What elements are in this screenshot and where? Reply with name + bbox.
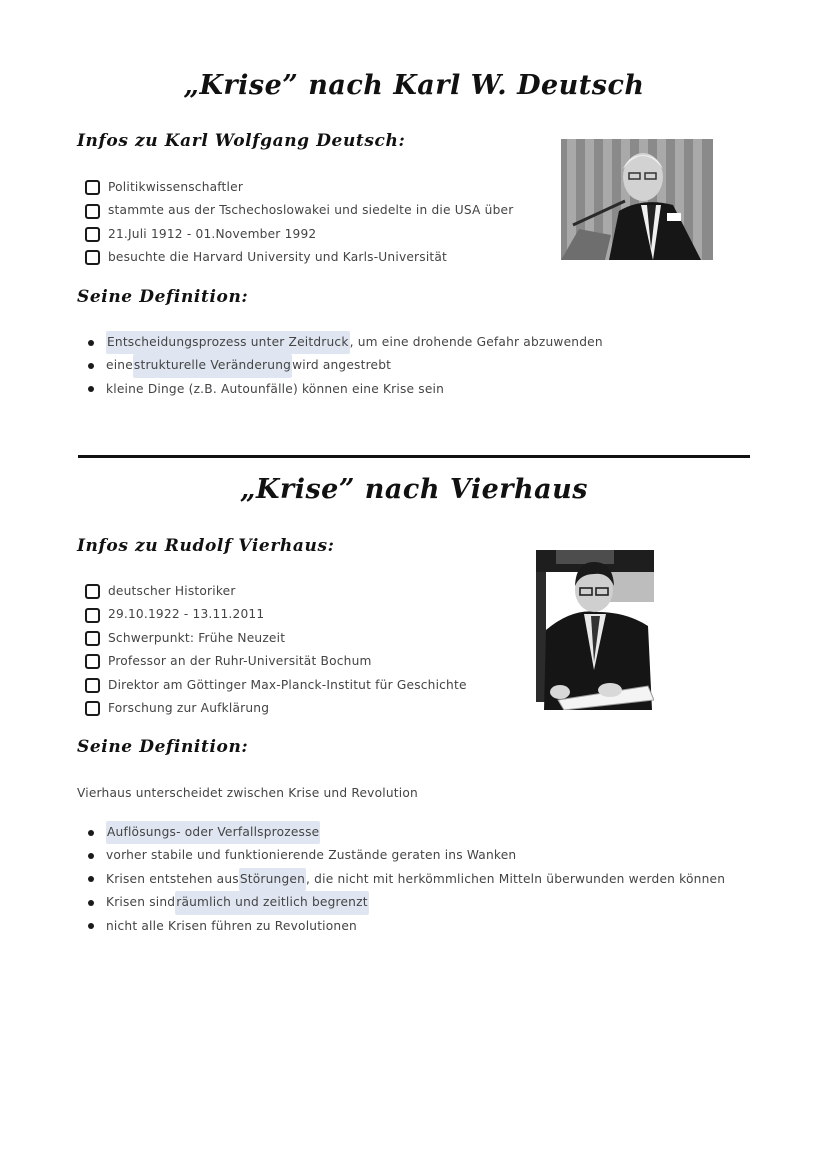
list-item: stammte aus der Tschechoslowakei und siedelte in die USA über <box>85 199 513 222</box>
info-heading-deutsch: Infos zu Karl Wolfgang Deutsch: <box>77 131 406 151</box>
section-divider <box>78 455 750 458</box>
checkbox-icon[interactable] <box>85 608 100 623</box>
portrait-karl-deutsch <box>561 139 713 260</box>
checkbox-icon[interactable] <box>85 654 100 669</box>
definition-heading-deutsch: Seine Definition: <box>77 287 249 307</box>
info-list-deutsch <box>85 176 513 270</box>
page-title-deutsch: „Krise” nach Karl W. Deutsch <box>183 70 645 101</box>
portrait-rudolf-vierhaus <box>536 550 654 710</box>
list-item: 29.10.1922 - 13.11.2011 <box>85 603 467 626</box>
bullet-icon <box>88 876 94 882</box>
list-item: Forschung zur Aufklärung <box>85 697 467 720</box>
bullet-icon <box>88 830 94 836</box>
checkbox-icon[interactable] <box>85 227 100 242</box>
bullet-icon <box>88 340 94 346</box>
definition-heading-vierhaus: Seine Definition: <box>77 737 249 757</box>
checkbox-icon[interactable] <box>85 678 100 693</box>
list-item: Auflösungs- oder Verfallsprozesse <box>88 821 725 844</box>
list-item: besuchte die Harvard University und Karls-Universität <box>85 246 513 269</box>
definition-intro: Vierhaus unterscheidet zwischen Krise und Revolution <box>77 786 418 800</box>
page-title-vierhaus: „Krise” nach Vierhaus <box>240 474 588 505</box>
checkbox-icon[interactable] <box>85 180 100 195</box>
list-item: vorher stabile und funktionierende Zustände geraten ins Wanken <box>88 844 725 867</box>
list-item: Entscheidungsprozess unter Zeitdruck , um eine drohende Gefahr abzuwenden <box>88 331 603 354</box>
list-item: deutscher Historiker <box>85 580 467 603</box>
list-item: kleine Dinge (z.B. Autounfälle) können eine Krise sein <box>88 378 603 401</box>
list-item: eine strukturelle Veränderung wird angestrebt <box>88 354 603 377</box>
checkbox-icon[interactable] <box>85 204 100 219</box>
info-heading-vierhaus: Infos zu Rudolf Vierhaus: <box>77 536 335 556</box>
checkbox-icon[interactable] <box>85 701 100 716</box>
list-item: Professor an der Ruhr-Universität Bochum <box>85 650 467 673</box>
bullet-icon <box>88 386 94 392</box>
definition-list-vierhaus <box>88 821 725 938</box>
definition-list-deutsch <box>88 331 603 401</box>
info-list-vierhaus <box>85 580 467 720</box>
bullet-icon <box>88 900 94 906</box>
list-item: Krisen entstehen aus Störungen , die nicht mit herkömmlichen Mitteln überwunden werden können <box>88 868 725 891</box>
bullet-icon <box>88 923 94 929</box>
list-item: nicht alle Krisen führen zu Revolutionen <box>88 915 725 938</box>
bullet-icon <box>88 363 94 369</box>
list-item: 21.Juli 1912 - 01.November 1992 <box>85 223 513 246</box>
checkbox-icon[interactable] <box>85 584 100 599</box>
list-item: Politikwissenschaftler <box>85 176 513 199</box>
checkbox-icon[interactable] <box>85 631 100 646</box>
bullet-icon <box>88 853 94 859</box>
list-item: Schwerpunkt: Frühe Neuzeit <box>85 627 467 650</box>
list-item: Direktor am Göttinger Max-Planck-Institut für Geschichte <box>85 674 467 697</box>
list-item: Krisen sind räumlich und zeitlich begrenzt <box>88 891 725 914</box>
checkbox-icon[interactable] <box>85 250 100 265</box>
